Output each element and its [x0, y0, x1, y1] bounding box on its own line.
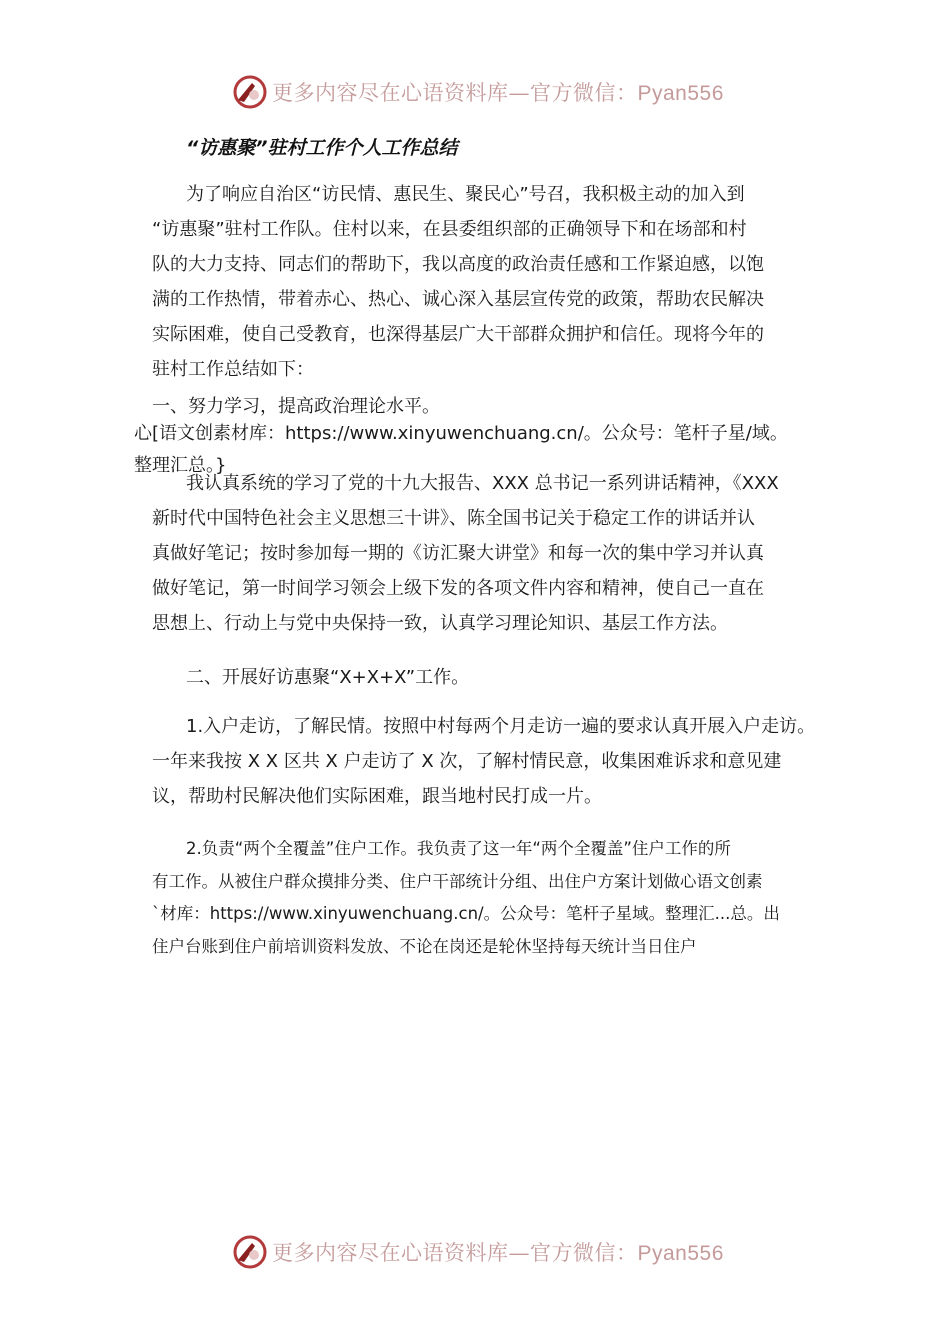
banner-wechat-id: Pyan556 — [637, 1242, 724, 1265]
text-line: 思想上、行动上与党中央保持一致，认真学习理论知识、基层工作方法。 — [152, 613, 728, 634]
banner-text: 更多内容尽在心语资料库—官方微信：Pyan556 — [272, 81, 724, 105]
text-line: 我认真系统的学习了党的十九大报告、XXX 总书记一系列讲话精神，《XXX — [186, 473, 779, 494]
text-line: 1.入户走访，了解民情。按照中村每两个月走访一遍的要求认真开展入户走访。 — [186, 716, 816, 737]
text-line: “访惠聚”驻村工作队。住村以来，在县委组织部的正确领导下和在场部和村 — [152, 219, 747, 240]
text-line: 做好笔记，第一时间学习领会上级下发的各项文件内容和精神，使自己一直在 — [152, 578, 764, 599]
text-line: 议，帮助村民解决他们实际困难，跟当地村民打成一片。 — [152, 786, 602, 807]
item-2-paragraph — [152, 833, 780, 963]
text-line: 新时代中国特色社会主义思想三十讲》、陈全国书记关于稳定工作的讲话并认 — [152, 508, 755, 529]
logo-icon — [232, 74, 268, 110]
header-banner — [232, 72, 732, 112]
banner-wechat-id: Pyan556 — [637, 82, 724, 105]
section-1-body — [152, 466, 779, 641]
intro-paragraph — [152, 177, 764, 387]
text-line: 真做好笔记；按时参加每一期的《访汇聚大讲堂》和每一次的集中学习并认真 — [152, 543, 764, 564]
text-line: 为了响应自治区“访民情、惠民生、聚民心”号召，我积极主动的加入到 — [186, 184, 745, 205]
text-line: 2.负责“两个全覆盖”住户工作。我负责了这一年“两个全覆盖”住户工作的所 — [186, 839, 731, 858]
banner-text: 更多内容尽在心语资料库—官方微信：Pyan556 — [272, 1241, 724, 1265]
section-2-heading: 二、开展好访惠聚“X+X+X”工作。 — [186, 667, 470, 688]
text-line: 心[语文创素材库：https://www.xinyuwenchuang.cn/。公众号：笔杆子星/域。 — [134, 423, 788, 444]
text-line: 一年来我按 X X 区共 X 户走访了 X 次，了解村情民意，收集困难诉求和意见建 — [152, 751, 782, 772]
text-line: 满的工作热情，带着赤心、热心、诚心深入基层宣传党的政策，帮助农民解决 — [152, 289, 764, 310]
text-line: 队的大力支持、同志们的帮助下，我以高度的政治责任感和工作紧迫感，以饱 — [152, 254, 764, 275]
section-1-heading: 一、努力学习，提高政治理论水平。 — [152, 396, 440, 417]
logo-icon — [232, 1234, 268, 1270]
text-line: 驻村工作总结如下： — [152, 359, 314, 380]
text-line: 整理汇总。} — [134, 455, 227, 476]
text-line: 实际困难，使自己受教育，也深得基层广大干部群众拥护和信任。现将今年的 — [152, 324, 764, 345]
footer-banner — [232, 1232, 732, 1272]
document-title: “访惠聚”驻村工作个人工作总结 — [186, 137, 458, 159]
item-1-paragraph — [152, 709, 815, 814]
text-line: 住户台账到住户前培训资料发放、不论在岗还是轮休坚持每天统计当日住户 — [152, 936, 697, 956]
text-line: 有工作。从被住户群众摸排分类、住户干部统计分组、出住户方案计划做心语文创素 — [152, 871, 763, 891]
text-line: `材库：https://www.xinyuwenchuang.cn/。公众号：笔杆子星域。整理汇...总。出 — [152, 904, 780, 923]
